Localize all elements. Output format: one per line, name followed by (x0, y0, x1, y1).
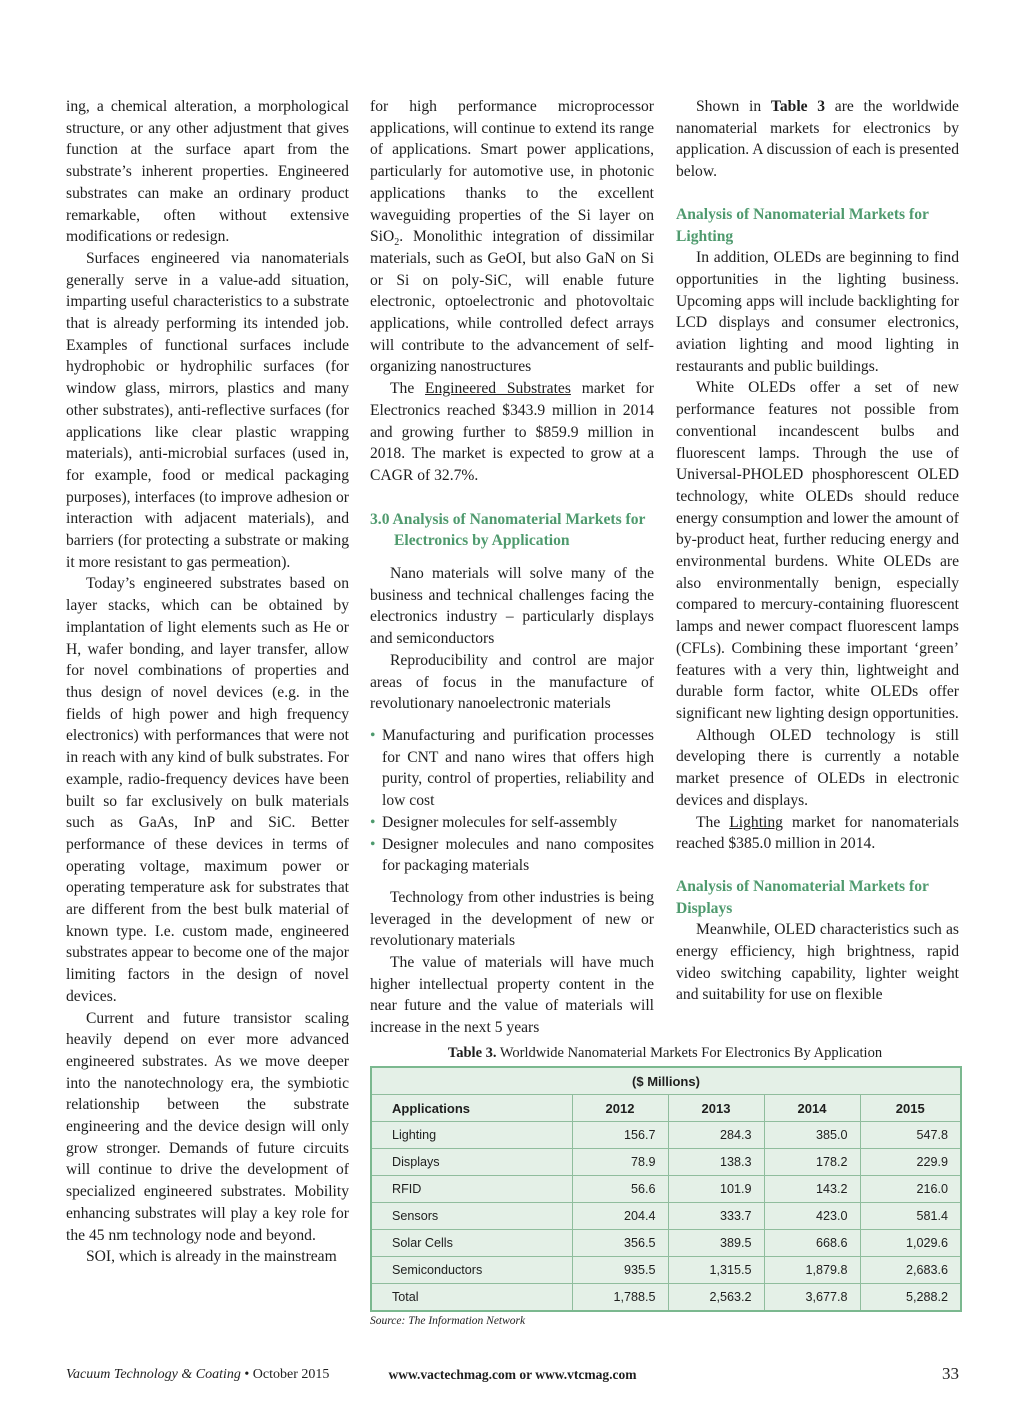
units-header: ($ Millions) (371, 1067, 961, 1095)
table-cell: 1,029.6 (860, 1230, 961, 1257)
row-label: Lighting (371, 1122, 572, 1149)
bullet-item: • Designer molecules and nano composites for packaging materials (370, 834, 654, 877)
column-header: 2015 (860, 1095, 961, 1122)
table-cell: 1,315.5 (668, 1257, 764, 1284)
paragraph-text: . Monolithic integration of dissimilar materials, such as GeOI, but also GaN on Si or Si on poly-SiC, will enable future electronic, optoelectronic and photovoltaic applications, while controlled defect arrays will contribute to the advancement of self-organizing nanostructures (370, 228, 654, 376)
table-row (371, 1257, 961, 1284)
row-label: Sensors (371, 1203, 572, 1230)
body-paragraph: Meanwhile, OLED characteristics such as energy efficiency, high brightness, rapid video switching capability, lighter weight and suitability for use on flexible (676, 921, 959, 1004)
body-paragraph: SOI, which is already in the mainstream (86, 1248, 337, 1266)
lighting-heading: Analysis of Nanomaterial Markets for Lighting (676, 205, 929, 245)
paragraph-text: Shown in (696, 98, 771, 115)
table-cell: 204.4 (572, 1203, 668, 1230)
table-cell: 56.6 (572, 1176, 668, 1203)
column-header: 2012 (572, 1095, 668, 1122)
table-cell: 229.9 (860, 1149, 961, 1176)
header-row (371, 1095, 961, 1122)
units-row (371, 1067, 961, 1095)
table-reference: Table 3 (770, 98, 826, 115)
row-label: Displays (371, 1149, 572, 1176)
bullet-item: • Manufacturing and purification processes for CNT and nano wires that offers high purity, control of properties, reliability and low cost (370, 725, 654, 812)
body-paragraph: The value of materials will have much higher intellectual property content in the near future and the value of materials will increase in the next 5 years (370, 954, 654, 1037)
subscript: 2 (394, 237, 400, 249)
body-paragraph (676, 812, 959, 855)
row-label: RFID (371, 1176, 572, 1203)
bullet-list (370, 725, 654, 877)
magazine-title: Vacuum Technology & Coating (66, 1367, 241, 1382)
table-row (371, 1203, 961, 1230)
paragraph-text: market for Electronics reached $343.9 million in 2014 and growing further to $859.9 million in 2018. The market is expected to grow at a CAGR of 32.7%. (370, 380, 654, 484)
page-footer (66, 1364, 959, 1388)
paragraph-text: The (696, 813, 730, 831)
table-cell: 5,288.2 (860, 1284, 961, 1312)
table-cell: 547.8 (860, 1122, 961, 1149)
table-cell: 333.7 (668, 1203, 764, 1230)
column-3 (676, 96, 959, 1006)
issue-date: October 2015 (252, 1367, 330, 1382)
displays-heading: Analysis of Nanomaterial Markets for Displays (676, 877, 929, 917)
row-label: Solar Cells (371, 1230, 572, 1257)
body-paragraph (676, 96, 959, 183)
body-paragraph: In addition, OLEDs are beginning to find opportunities in the lighting business. Upcoming apps will include backlighting for LCD displays and consumer electronics, aviation lighting and mood lighting in restaurants and public buildings. (676, 249, 959, 375)
table-source-note: Source: The Information Network (370, 1315, 526, 1327)
body-paragraph: Technology from other industries is being leveraged in the development of new or revolutionary materials (370, 888, 654, 950)
paragraph-text: are the worldwide nanomaterial markets for electronics by application. A discussion of each is presented below. (676, 98, 959, 181)
table-cell: 356.5 (572, 1230, 668, 1257)
lighting-link[interactable]: Lighting (729, 813, 783, 831)
paragraph-text: The (390, 380, 426, 398)
table-cell: 385.0 (764, 1122, 860, 1149)
table-cell: 2,563.2 (668, 1284, 764, 1312)
body-paragraph: White OLEDs offer a set of new performance features not possible from conventional incandescent bulbs and fluorescent lamps. Through the use of Universal-PHOLED phosphorescent OLED technology, white OLEDs should reduce energy consumption and lower the amount of by-product heat, further reducing energy and environmental burdens. White OLEDs are also environmentally benign, especially compared to mercury-containing fluorescent lamps and newer compact fluorescent lamps (CFLs). Combining these important ‘green’ features with a very thin, lightweight and durable form factor, white OLEDs offer significant new lighting design opportunities. (676, 379, 959, 722)
total-row (371, 1284, 961, 1312)
footer-separator: • (240, 1367, 253, 1382)
section-heading: 3.0 Analysis of Nanomaterial Markets for Electronics by Application (370, 510, 646, 550)
table-cell: 1,879.8 (764, 1257, 860, 1284)
column-1 (66, 96, 349, 1268)
row-label: Semiconductors (371, 1257, 572, 1284)
table-3-figure (370, 1043, 960, 1328)
table-caption-label: Table 3. (447, 1045, 497, 1061)
table-cell: 668.6 (764, 1230, 860, 1257)
table-cell: 2,683.6 (860, 1257, 961, 1284)
table-row (371, 1149, 961, 1176)
column-header: Applications (371, 1095, 572, 1122)
table-row (371, 1230, 961, 1257)
footer-websites[interactable]: www.vactechmag.com or www.vtcmag.com (388, 1367, 637, 1382)
table-cell: 138.3 (668, 1149, 764, 1176)
body-paragraph: Current and future transistor scaling heavily depend on ever more advanced engineered substrates. As we move deeper into the nanotechnology era, the symbiotic relationship between the substrate engineering and the device design will only grow stronger. Demands of future circuits will continue to drive the development of specialized engineered substrates. Mobility enhancing substrates will play a key role for the 45 nm technology node and beyond. (66, 1009, 349, 1244)
column-2 (370, 96, 654, 1039)
table-cell: 389.5 (668, 1230, 764, 1257)
body-paragraph: ing, a chemical alteration, a morphological structure, or any other adjustment that gives function at the surface apart from the substrate’s inherent properties. Engineered substrates can make an ordinary product remarkable, often without extensive modifications or redesign. (66, 98, 349, 246)
table-cell: 143.2 (764, 1176, 860, 1203)
body-paragraph (370, 378, 654, 487)
paragraph-text: market for nanomaterials reached $385.0 million in 2014. (676, 813, 959, 853)
row-label: Total (371, 1284, 572, 1312)
table-cell: 581.4 (860, 1203, 961, 1230)
table-cell: 156.7 (572, 1122, 668, 1149)
table-row (371, 1122, 961, 1149)
body-paragraph: Today’s engineered substrates based on layer stacks, which can be obtained by implantation of light elements such as He or H, wafer bonding, and layer transfer, allow for novel combinations of properties and thus design of novel devices (e.g. in the fields of high power and high frequency electronics) with performances that were not in reach with any kind of bulk substrates. For example, radio-frequency devices have been built so far exclusively on bulk materials such as GaAs, InP and SiC. Better performance of these devices in terms of operating voltage, maximum power or operating temperature ask for substrates that are different from the best bulk material of known type. I.e. custom made, engineered substrates appear to become one of the major limiting factors in the design of novel devices. (66, 575, 349, 1005)
market-table (370, 1066, 962, 1312)
body-paragraph: Although OLED technology is still developing there is currently a notable market presence of OLEDs in electronic devices and displays. (676, 726, 959, 809)
table-cell: 101.9 (668, 1176, 764, 1203)
bullet-item: • Designer molecules for self-assembly (370, 812, 654, 834)
table-cell: 1,788.5 (572, 1284, 668, 1312)
table-row (371, 1176, 961, 1203)
page-number: 33 (942, 1364, 959, 1383)
table-cell: 284.3 (668, 1122, 764, 1149)
table-cell: 423.0 (764, 1203, 860, 1230)
table-cell: 216.0 (860, 1176, 961, 1203)
body-paragraph (370, 96, 654, 378)
table-cell: 178.2 (764, 1149, 860, 1176)
table-cell: 78.9 (572, 1149, 668, 1176)
column-header: 2013 (668, 1095, 764, 1122)
engineered-substrates-link[interactable]: Engineered Substrates (425, 380, 571, 398)
body-paragraph: Surfaces engineered via nanomaterials generally serve in a value-add situation, imparting useful characteristics to a substrate that is already performing its intended job. Examples of functional surfaces include hydrophobic or hydrophilic surfaces (for window glass, mirrors, plastics and many other substrates), anti-reflective surfaces (for applications like clear plastic wrapping materials), anti-microbial surfaces (used in, for example, food or medical packaging purposes), interfaces (to improve adhesion or interaction with adjacent materials), and barriers (for protecting a substrate or making it more resistant to gas permeation). (66, 249, 349, 571)
paragraph-text: for high performance microprocessor applications, will continue to extend its range of applications. Smart power applications, particularly for automotive use, in photonic applications thanks to the excellent waveguiding properties of the Si layer on SiO (370, 98, 654, 246)
table-cell: 935.5 (572, 1257, 668, 1284)
column-header: 2014 (764, 1095, 860, 1122)
body-paragraph: Nano materials will solve many of the business and technical challenges facing the electronics industry – particularly displays and semiconductors (370, 565, 654, 648)
table-cell: 3,677.8 (764, 1284, 860, 1312)
table-caption (370, 1043, 960, 1063)
table-caption-title: Worldwide Nanomaterial Markets For Electronics By Application (496, 1045, 883, 1061)
body-paragraph: Reproducibility and control are major areas of focus in the manufacture of revolutionary nanoelectronic materials (370, 651, 654, 713)
